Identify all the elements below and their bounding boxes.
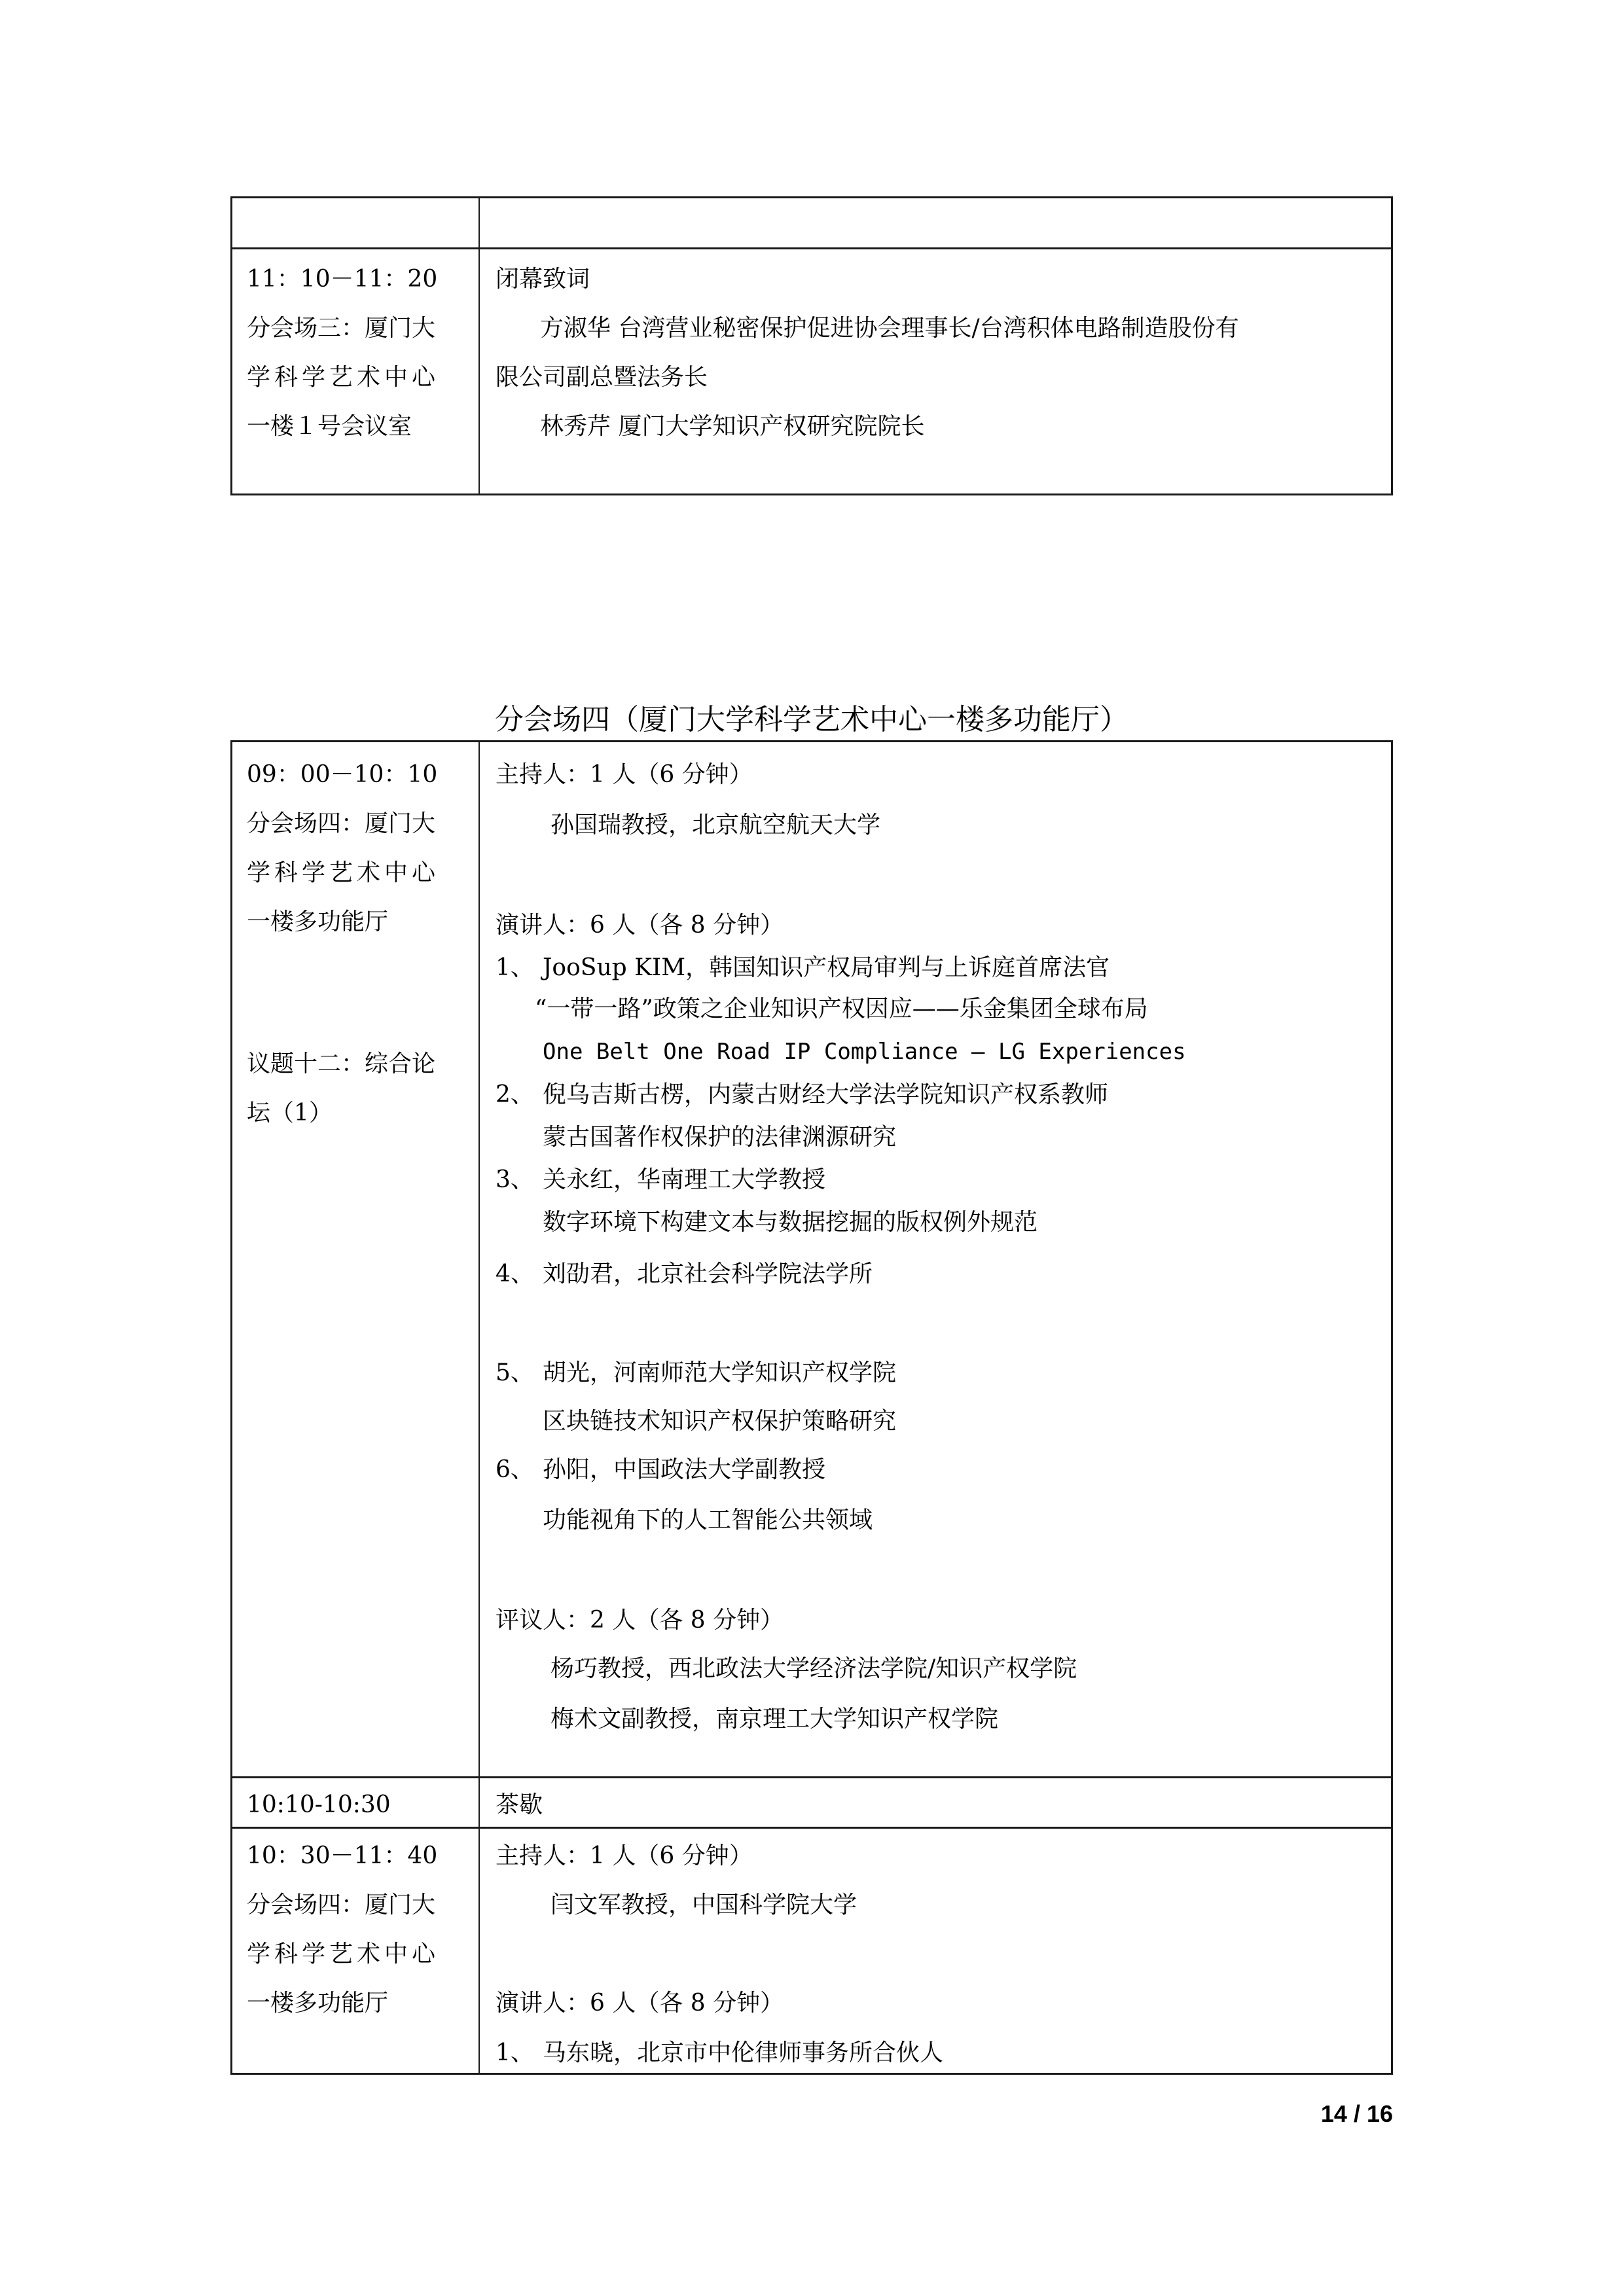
speaker-number: 6、 bbox=[496, 1456, 534, 1483]
closing-speaker: 林秀芹 厦门大学知识产权研究院院长 bbox=[540, 413, 925, 440]
session1-venue-line: 分会场四：厦门大 bbox=[247, 810, 436, 837]
session2-venue-line: 学科学艺术中心 bbox=[247, 1941, 440, 1967]
session-four-table bbox=[230, 740, 1393, 2075]
discussant-name: 梅术文副教授，南京理工大学知识产权学院 bbox=[550, 1706, 999, 1732]
speaker-name: JooSup KIM，韩国知识产权局审判与上诉庭首席法官 bbox=[543, 954, 1110, 981]
closing-venue-line: 学科学艺术中心 bbox=[247, 364, 440, 391]
closing-speaker: 方淑华 台湾营业秘密保护促进协会理事长/台湾积体电路制造股份有 bbox=[540, 315, 1239, 342]
session1-topic: 坛（1） bbox=[247, 1100, 333, 1126]
section-heading: 分会场四（厦门大学科学艺术中心一楼多功能厅） bbox=[495, 703, 1128, 736]
session2-venue-line: 分会场四：厦门大 bbox=[247, 1892, 436, 1918]
speaker-topic: “一带一路”政策之企业知识产权因应——乐金集团全球布局 bbox=[535, 996, 1148, 1022]
page-number: 14 / 16 bbox=[1320, 2100, 1393, 2127]
speaker-name: 孙阳，中国政法大学副教授 bbox=[543, 1456, 826, 1483]
speakers-label: 演讲人：6 人（各 8 分钟） bbox=[496, 912, 784, 939]
speaker-number: 1、 bbox=[496, 954, 534, 981]
row-divider bbox=[232, 1827, 1391, 1829]
speaker-name: 马东晓，北京市中伦律师事务所合伙人 bbox=[543, 2039, 944, 2066]
closing-time: 11：10－11：20 bbox=[247, 266, 438, 293]
break-label: 茶歇 bbox=[496, 1791, 543, 1818]
speaker-name: 关永红，华南理工大学教授 bbox=[543, 1166, 826, 1193]
session2-venue-line: 一楼多功能厅 bbox=[247, 1990, 389, 2017]
session1-time: 09：00－10：10 bbox=[247, 761, 438, 788]
session1-venue-line: 一楼多功能厅 bbox=[247, 908, 389, 935]
column-divider bbox=[478, 198, 480, 493]
speaker-topic: 区块链技术知识产权保护策略研究 bbox=[543, 1408, 897, 1435]
column-divider bbox=[478, 742, 480, 2073]
speaker-topic: 数字环境下构建文本与数据挖掘的版权例外规范 bbox=[543, 1209, 1038, 1236]
break-time: 10:10-10:30 bbox=[247, 1791, 391, 1818]
speaker-topic: 功能视角下的人工智能公共领域 bbox=[543, 1507, 873, 1534]
speaker-topic-english: One Belt One Road IP Compliance – LG Experiences bbox=[543, 1039, 1186, 1065]
speaker-number: 1、 bbox=[496, 2039, 534, 2066]
closing-remarks-table bbox=[230, 196, 1393, 495]
row-divider bbox=[232, 1776, 1391, 1778]
closing-venue-line: 一楼１号会议室 bbox=[247, 413, 412, 440]
closing-venue-line: 分会场三：厦门大 bbox=[247, 315, 436, 342]
speaker-topic: 蒙古国著作权保护的法律渊源研究 bbox=[543, 1124, 897, 1151]
speaker-number: 4、 bbox=[496, 1261, 534, 1287]
speaker-number: 5、 bbox=[496, 1359, 534, 1386]
closing-speaker-cont: 限公司副总暨法务长 bbox=[496, 364, 708, 391]
row-divider bbox=[232, 247, 1391, 249]
session1-topic: 议题十二：综合论 bbox=[247, 1050, 436, 1077]
session2-time: 10：30－11：40 bbox=[247, 1842, 438, 1869]
host-label: 主持人：1 人（6 分钟） bbox=[496, 1842, 753, 1869]
speaker-name: 倪乌吉斯古楞，内蒙古财经大学法学院知识产权系教师 bbox=[543, 1081, 1109, 1108]
host-name: 闫文军教授，中国科学院大学 bbox=[550, 1892, 857, 1918]
speaker-name: 胡光，河南师范大学知识产权学院 bbox=[543, 1359, 897, 1386]
speakers-label: 演讲人：6 人（各 8 分钟） bbox=[496, 1990, 784, 2017]
speaker-number: 3、 bbox=[496, 1166, 534, 1193]
session1-venue-line: 学科学艺术中心 bbox=[247, 859, 440, 886]
discussant-name: 杨巧教授，西北政法大学经济法学院/知识产权学院 bbox=[550, 1655, 1077, 1682]
discussants-label: 评议人：2 人（各 8 分钟） bbox=[496, 1607, 784, 1634]
host-name: 孙国瑞教授，北京航空航天大学 bbox=[550, 812, 881, 838]
speaker-number: 2、 bbox=[496, 1081, 534, 1108]
speaker-name: 刘劭君，北京社会科学院法学所 bbox=[543, 1261, 873, 1287]
host-label: 主持人：1 人（6 分钟） bbox=[496, 761, 753, 788]
closing-remarks-title: 闭幕致词 bbox=[496, 266, 590, 293]
